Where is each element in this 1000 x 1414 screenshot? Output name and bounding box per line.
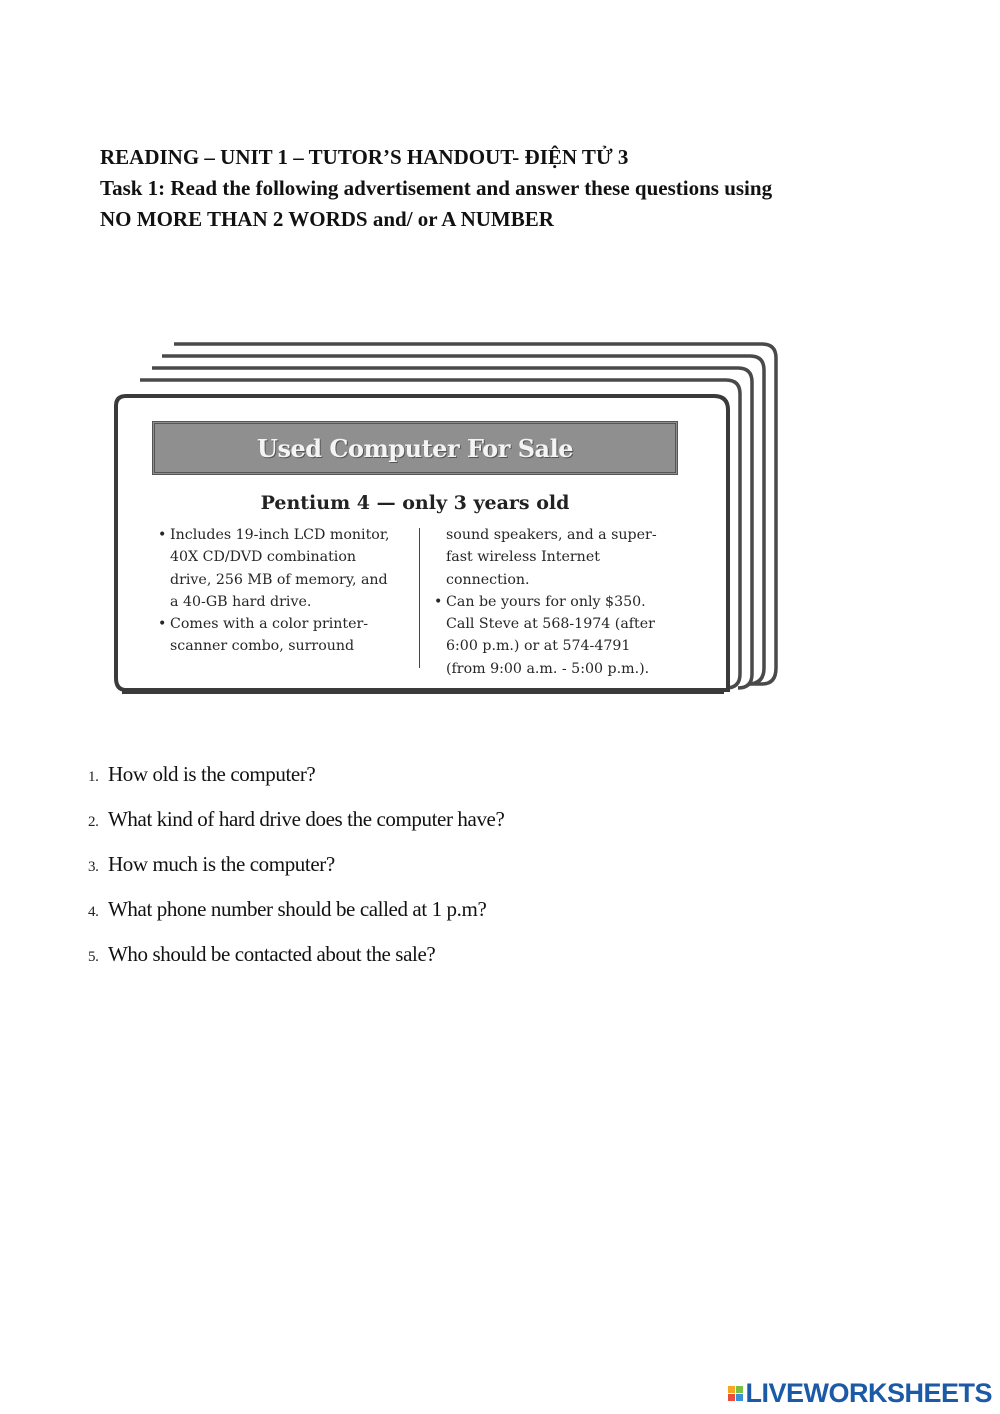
question-number: 1. bbox=[88, 769, 99, 785]
mark-square bbox=[736, 1394, 743, 1401]
liveworksheets-logo[interactable] bbox=[728, 1378, 992, 1409]
ad-right-column bbox=[434, 524, 672, 680]
question-text: How old is the computer? bbox=[108, 762, 316, 786]
question-text: What phone number should be called at 1 p.m? bbox=[108, 897, 487, 921]
question-item bbox=[88, 852, 788, 897]
ad-text: sound speakers, and a super-fast wireless Internet connection. bbox=[446, 527, 657, 588]
question-number: 3. bbox=[88, 859, 99, 875]
ad-continuation bbox=[434, 524, 672, 591]
liveworksheets-mark-icon bbox=[728, 1386, 743, 1401]
heading-title: READING – UNIT 1 – TUTOR’S HANDOUT- ĐIỆN TỬ 3 bbox=[100, 145, 629, 169]
bullet-icon: • bbox=[158, 616, 167, 633]
ad-bullet bbox=[158, 524, 394, 613]
ad-left-column bbox=[158, 524, 394, 658]
question-list bbox=[88, 762, 788, 987]
ad-text: Includes 19-inch LCD monitor, 40X CD/DVD combination drive, 256 MB of memory, and a 40-GB hard drive. bbox=[170, 527, 390, 610]
brand-name: LIVEWORKSHEETS bbox=[745, 1378, 992, 1408]
question-number: 4. bbox=[88, 904, 99, 920]
task-instruction: Task 1: Read the following advertisement and answer these questions using bbox=[100, 176, 773, 200]
question-item bbox=[88, 807, 788, 852]
question-text: How much is the computer? bbox=[108, 852, 335, 876]
ad-title: Used Computer For Sale bbox=[257, 433, 573, 463]
question-item bbox=[88, 897, 788, 942]
mark-square bbox=[728, 1386, 735, 1393]
task-constraint: NO MORE THAN 2 WORDS and/ or A NUMBER bbox=[100, 207, 554, 231]
ad-text: Can be yours for only $350. Call Steve at 568-1974 (after 6:00 p.m.) or at 574-4791 (from 9:00 a.m. - 5:00 p.m.). bbox=[446, 593, 655, 677]
question-text: What kind of hard drive does the computer have? bbox=[108, 807, 505, 831]
ad-subtitle: Pentium 4 — only 3 years old bbox=[260, 492, 570, 514]
column-divider bbox=[419, 528, 420, 668]
ad-bullet bbox=[158, 613, 394, 658]
question-number: 2. bbox=[88, 814, 99, 830]
page-heading bbox=[100, 142, 920, 235]
ad-bullet bbox=[434, 591, 672, 680]
newspaper-advertisement bbox=[112, 338, 782, 704]
question-item bbox=[88, 942, 788, 987]
question-item bbox=[88, 762, 788, 807]
bullet-icon: • bbox=[158, 527, 167, 543]
question-text: Who should be contacted about the sale? bbox=[108, 942, 436, 966]
mark-square bbox=[728, 1394, 735, 1401]
ad-text: Comes with a color printer-scanner combo, surround bbox=[170, 616, 369, 655]
bullet-spacer bbox=[434, 524, 446, 591]
bullet-icon: • bbox=[434, 593, 443, 610]
mark-square bbox=[736, 1386, 743, 1393]
question-number: 5. bbox=[88, 949, 99, 965]
ad-title-banner bbox=[152, 421, 678, 475]
